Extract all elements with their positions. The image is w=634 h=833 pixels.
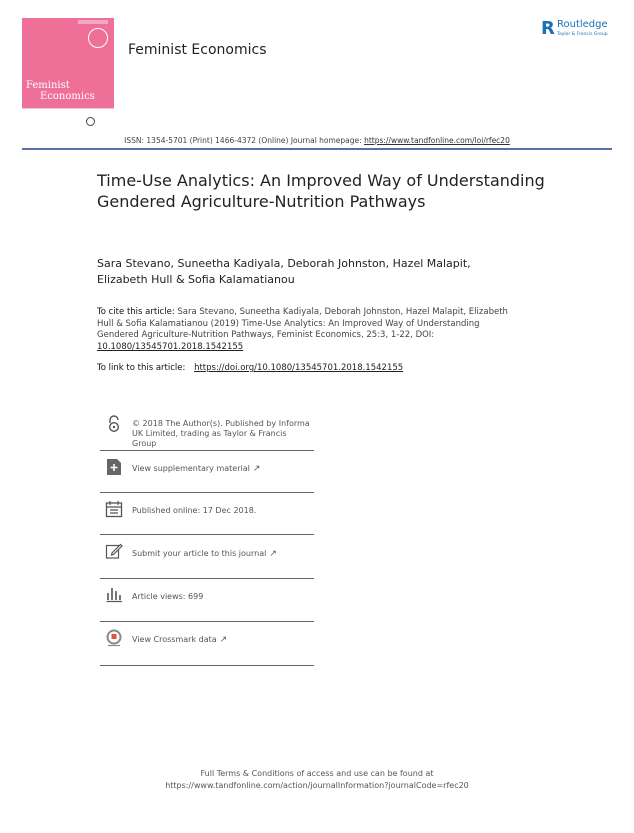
- citation-doi-link[interactable]: 10.1080/13545701.2018.1542155: [97, 341, 244, 352]
- publisher-name: Routledge: [557, 19, 608, 30]
- cover-title-line1: Feminist: [26, 80, 70, 91]
- crossmark-link[interactable]: View Crossmark data: [132, 635, 217, 644]
- crossmark-text[interactable]: [132, 635, 227, 645]
- published-date: Published online: 17 Dec 2018.: [132, 506, 257, 515]
- footer-terms: Full Terms & Conditions of access and use can be found at: [200, 769, 434, 778]
- add-document-icon: [105, 458, 123, 476]
- cover-strip: [78, 20, 108, 24]
- journal-homepage-link[interactable]: https://www.tandfonline.com/loi/rfec20: [364, 136, 510, 145]
- citation-label: To cite this article:: [97, 307, 178, 317]
- crossmark-icon: [105, 629, 123, 647]
- article-link-label: To link to this article:: [97, 363, 189, 373]
- submit-text[interactable]: [132, 549, 277, 559]
- license-line1: © 2018 The Author(s). Published by Informa: [132, 419, 310, 428]
- license-row: [100, 412, 314, 451]
- footer-terms-url[interactable]: https://www.tandfonline.com/action/journalInformation?journalCode=rfec20: [165, 780, 469, 790]
- calendar-icon: [105, 500, 123, 518]
- external-link-icon: ↗: [252, 464, 261, 474]
- supplementary-text[interactable]: [132, 464, 260, 474]
- license-line2: UK Limited, trading as Taylor & Francis: [132, 429, 287, 438]
- routledge-r-icon: R: [541, 18, 555, 39]
- footer: [0, 768, 634, 791]
- article-authors: [97, 256, 517, 287]
- supplementary-row[interactable]: [100, 450, 314, 493]
- header-rule: [22, 148, 612, 150]
- license-text: [132, 419, 310, 449]
- article-link-line: [97, 363, 403, 373]
- open-lock-icon: [105, 415, 123, 433]
- views-row: [100, 578, 314, 622]
- issn-line: [0, 136, 634, 145]
- submit-link[interactable]: Submit your article to this journal: [132, 549, 267, 558]
- external-link-icon: ↗: [219, 635, 228, 645]
- cover-title: [26, 80, 114, 102]
- journal-name[interactable]: Feminist Economics: [128, 42, 267, 58]
- article-title: Time-Use Analytics: An Improved Way of Understanding Gendered Agriculture-Nutrition Pathways: [97, 171, 545, 211]
- publisher-sub: Taylor & Francis Group: [557, 32, 608, 37]
- cover-title-line2: Economics: [40, 91, 95, 102]
- license-line3: Group: [132, 439, 157, 448]
- authors-line2: Elizabeth Hull & Sofia Kalamatianou: [97, 272, 295, 286]
- cover-underline: [22, 108, 114, 115]
- supplementary-link[interactable]: View supplementary material: [132, 464, 250, 473]
- article-views: Article views: 699: [132, 592, 204, 601]
- bar-chart-icon: [105, 585, 123, 603]
- submit-row[interactable]: [100, 534, 314, 579]
- routledge-logo[interactable]: [541, 18, 631, 42]
- edit-icon: [105, 542, 123, 560]
- authors-line1: Sara Stevano, Suneetha Kadiyala, Deborah Johnston, Hazel Malapit,: [97, 257, 471, 270]
- cover-emblem-icon: [88, 28, 108, 48]
- crossmark-row[interactable]: [100, 621, 314, 666]
- article-doi-url[interactable]: https://doi.org/10.1080/13545701.2018.1542155: [194, 363, 404, 373]
- issn-text: ISSN: 1354-5701 (Print) 1466-4372 (Online) Journal homepage:: [124, 136, 365, 145]
- external-link-icon: ↗: [269, 549, 277, 559]
- citation: [97, 307, 517, 353]
- journal-cover: [22, 18, 114, 108]
- published-row: [100, 492, 314, 535]
- cover-license-icon: [86, 117, 95, 126]
- citation-text: Sara Stevano, Suneetha Kadiyala, Deborah Johnston, Hazel Malapit, Elizabeth Hull & Sofia Kalamatianou (2019) Time-Use Analytics: An Improved Way of Understanding Gendered Agriculture-Nutrition Pathways, Feminist Economics, 25:3, 1-22, DOI:: [97, 307, 508, 341]
